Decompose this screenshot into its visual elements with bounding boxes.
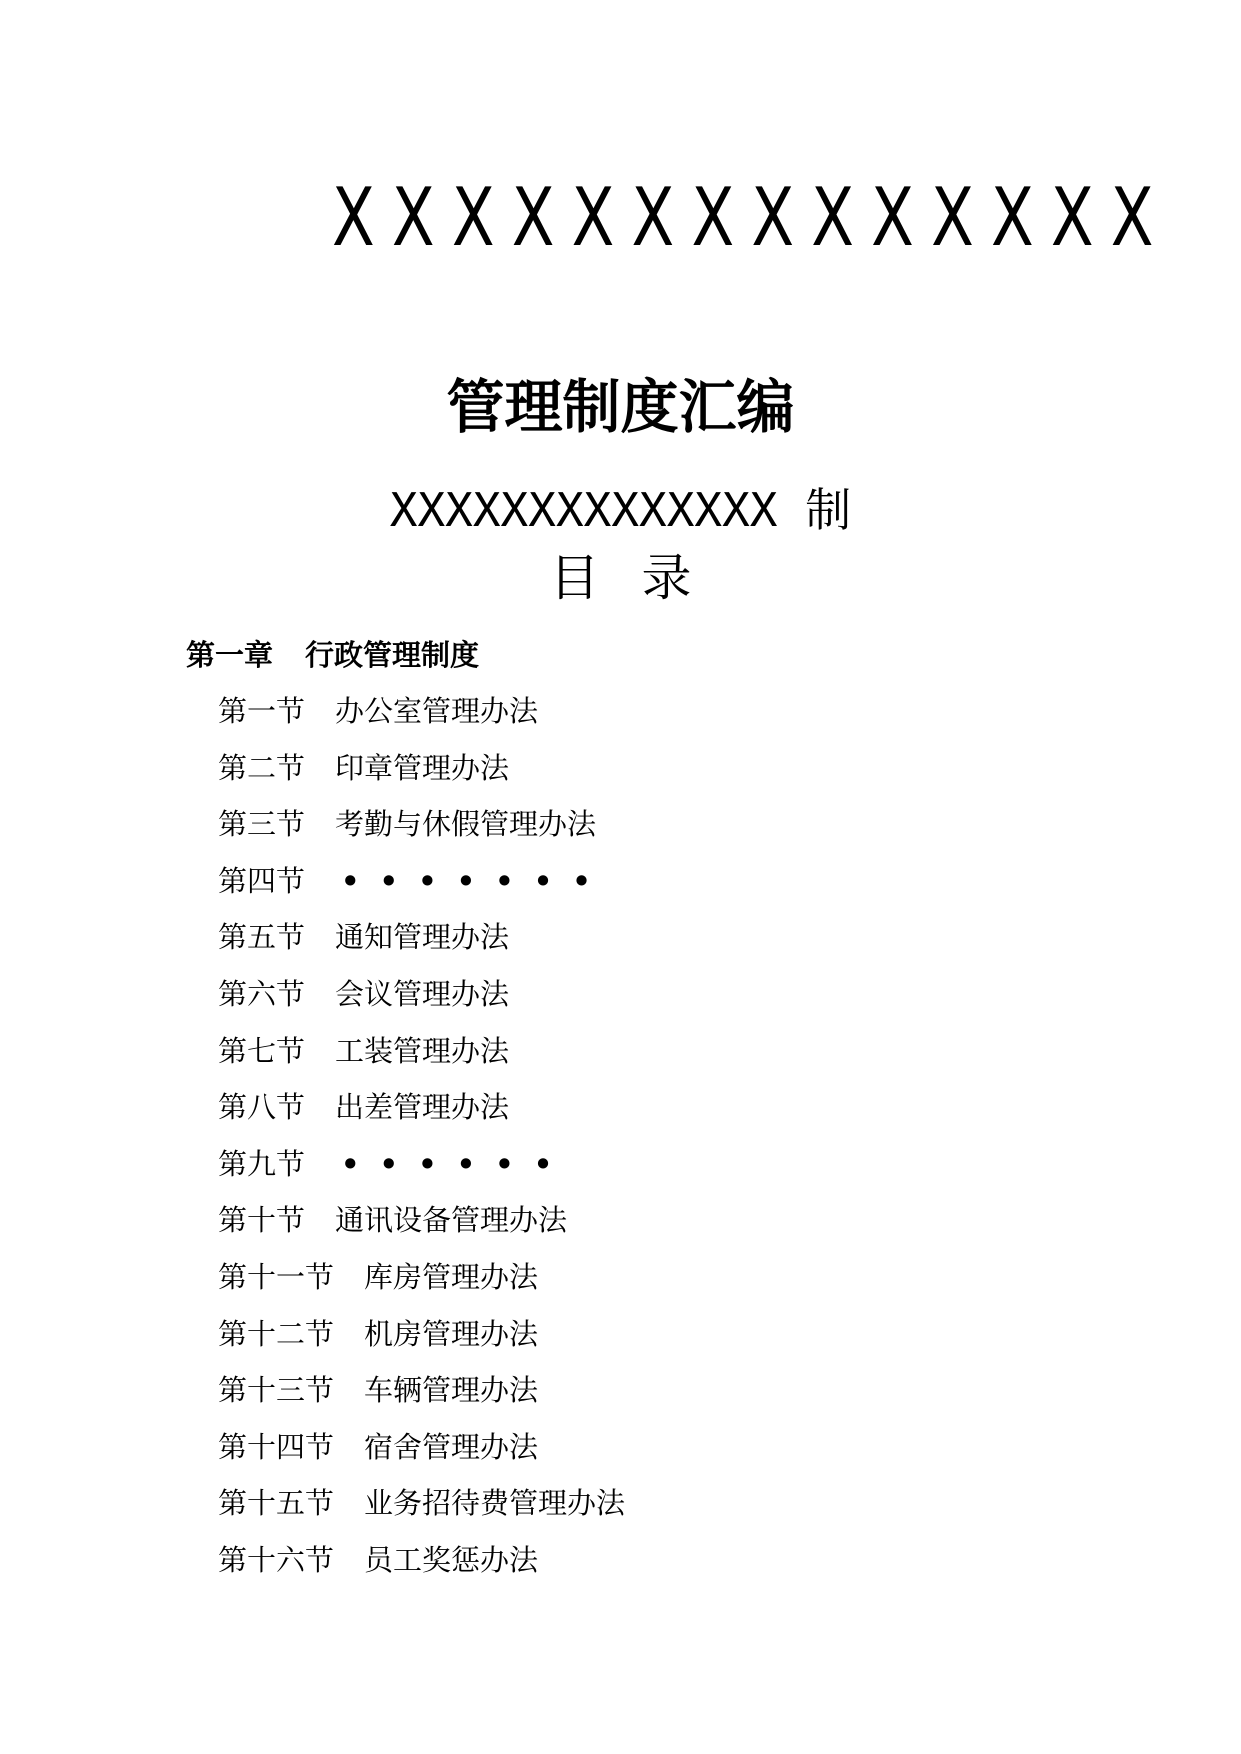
toc-section-item[interactable]: [218, 1429, 625, 1490]
section-number: 第八节: [218, 1090, 306, 1125]
section-title: 通知管理办法: [335, 920, 510, 955]
section-title: 考勤与休假管理办法: [335, 807, 597, 842]
section-number: 第七节: [218, 1033, 306, 1068]
section-title: ••••••: [341, 1146, 573, 1181]
toc-section-item[interactable]: [218, 750, 625, 811]
section-title: •••••••: [341, 863, 611, 898]
section-title: 业务招待费管理办法: [364, 1486, 626, 1521]
company-name: XXXXXXXXXXXXXX: [332, 171, 1171, 264]
toc-section-list: [218, 694, 626, 1603]
section-number: 第一节: [218, 694, 306, 728]
section-number: 第二节: [218, 750, 306, 785]
section-number: 第十五节: [218, 1486, 335, 1521]
toc-section-item[interactable]: [218, 694, 625, 754]
section-title: 办公室管理办法: [335, 694, 539, 728]
chapter-number: 第一章: [186, 638, 274, 672]
section-number: 第九节: [218, 1146, 306, 1181]
section-title: 库房管理办法: [364, 1259, 539, 1294]
section-title: 会议管理办法: [335, 976, 510, 1011]
toc-chapter[interactable]: [186, 638, 480, 672]
toc-section-item[interactable]: [218, 1090, 625, 1150]
section-number: 第四节: [218, 863, 306, 898]
section-number: 第三节: [218, 807, 306, 842]
section-number: 第十一节: [218, 1259, 335, 1294]
section-number: 第十六节: [218, 1542, 335, 1577]
section-number: 第十节: [218, 1203, 306, 1238]
section-title: 工装管理办法: [335, 1033, 510, 1068]
section-number: 第六节: [218, 976, 306, 1011]
toc-heading: 目录: [549, 549, 734, 607]
toc-section-item[interactable]: [218, 807, 625, 867]
toc-section-item[interactable]: [218, 1203, 625, 1263]
section-title: 车辆管理办法: [364, 1373, 539, 1408]
issuer-line: XXXXXXXXXXXXXX 制: [389, 483, 852, 537]
toc-section-item[interactable]: [218, 1146, 625, 1207]
section-number: 第十四节: [218, 1429, 335, 1464]
section-title: 印章管理办法: [335, 750, 510, 785]
section-number: 第十二节: [218, 1316, 335, 1351]
section-number: 第五节: [218, 920, 306, 955]
toc-section-item[interactable]: [218, 1316, 625, 1377]
toc-section-item[interactable]: [218, 1033, 625, 1094]
toc-section-item[interactable]: [218, 863, 625, 924]
toc-section-item[interactable]: [218, 1259, 625, 1320]
document-title: 管理制度汇编: [446, 373, 795, 441]
toc-section-item[interactable]: [218, 1373, 625, 1433]
toc-section-item[interactable]: [218, 1486, 626, 1546]
section-number: 第十三节: [218, 1373, 335, 1408]
chapter-title: 行政管理制度: [305, 638, 480, 672]
section-title: 机房管理办法: [364, 1316, 539, 1351]
section-title: 宿舍管理办法: [364, 1429, 539, 1464]
section-title: 出差管理办法: [335, 1090, 510, 1125]
toc-section-item[interactable]: [218, 976, 625, 1037]
toc-section-item[interactable]: [218, 920, 625, 980]
section-title: 通讯设备管理办法: [335, 1203, 568, 1238]
section-title: 员工奖惩办法: [364, 1542, 539, 1577]
toc-section-item[interactable]: [218, 1542, 625, 1603]
